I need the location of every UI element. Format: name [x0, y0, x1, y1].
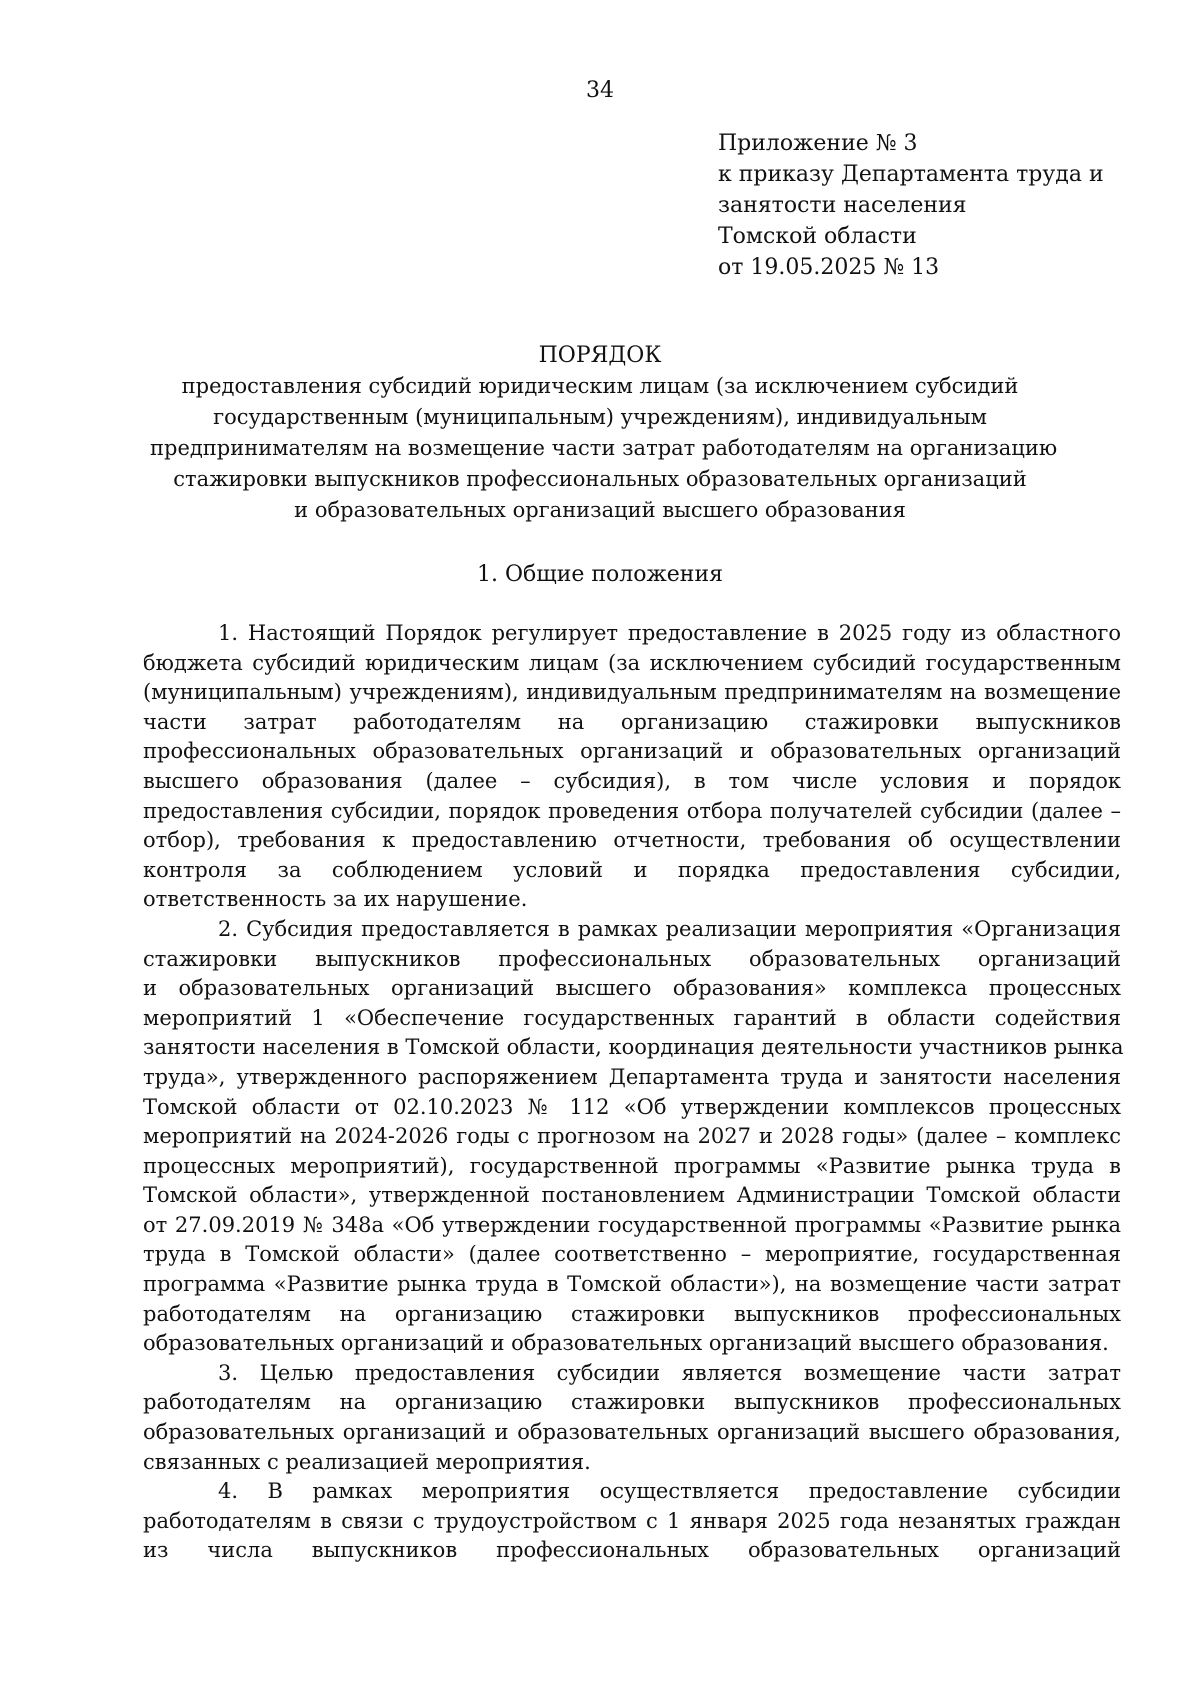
paragraph-line: процессных мероприятий), государственной программы «Развитие рынка труда в [143, 1153, 1121, 1178]
subtitle-line: предоставления субсидий юридическим лицам (за исключением субсидий [181, 374, 1019, 398]
paragraph-line: (муниципальным) учреждениям), индивидуальным предпринимателям на возмещение [143, 680, 1121, 705]
document-title: ПОРЯДОК [538, 343, 662, 368]
body-text [143, 619, 1124, 1566]
paragraph-line: работодателям в связи с трудоустройством с 1 января 2025 года незанятых граждан [143, 1508, 1121, 1533]
section-heading: 1. Общие положения [477, 562, 723, 587]
paragraph-1 [143, 619, 1121, 915]
paragraph-line: 3. Целью предоставления субсидии является возмещение части затрат [218, 1360, 1121, 1385]
paragraph-line: работодателям на организацию стажировки выпускников профессиональных [143, 1390, 1121, 1415]
paragraph-line: труда в Томской области» (далее соответственно – мероприятие, государственная [143, 1242, 1121, 1267]
paragraph-line: мероприятий 1 «Обеспечение государственных гарантий в области содействия [143, 1005, 1121, 1030]
appendix-line: Томской области [718, 224, 917, 249]
paragraph-line: профессиональных образовательных организаций и образовательных организаций [143, 739, 1121, 764]
paragraph-2 [143, 915, 1124, 1359]
paragraph-line: мероприятий на 2024-2026 годы с прогнозом на 2027 и 2028 годы» (далее – комплекс [143, 1124, 1121, 1149]
appendix-line: Приложение № 3 [718, 131, 918, 156]
paragraph-line: Томской области», утвержденной постановлением Администрации Томской области [143, 1183, 1121, 1208]
paragraph-line: и образовательных организаций высшего образования» комплекса процессных [143, 976, 1121, 1001]
appendix-line: занятости населения [718, 193, 967, 218]
appendix-block [718, 128, 1158, 283]
paragraph-line: образовательных организаций и образовательных организаций высшего образования. [143, 1331, 1109, 1356]
appendix-line: к приказу Департамента труда и [718, 162, 1104, 187]
subtitle-line: государственным (муниципальным) учреждениям), индивидуальным [213, 405, 987, 429]
paragraph-line: ответственность за их нарушение. [143, 887, 528, 912]
paragraph-line: связанных с реализацией мероприятия. [143, 1449, 591, 1474]
subtitle-line: предпринимателям на возмещение части затрат работодателям на организацию [150, 436, 1058, 460]
paragraph-line: 2. Субсидия предоставляется в рамках реализации мероприятия «Организация [218, 916, 1121, 941]
paragraph-line: образовательных организаций и образовательных организаций высшего образования, [143, 1420, 1121, 1445]
paragraph-line: отбор), требования к предоставлению отчетности, требования об осуществлении [143, 828, 1121, 853]
paragraph-line: контроля за соблюдением условий и порядка предоставления субсидии, [143, 857, 1121, 882]
paragraph-line: стажировки выпускников профессиональных образовательных организаций [143, 946, 1121, 971]
subtitle-line: и образовательных организаций высшего образования [294, 498, 906, 522]
paragraph-line: труда», утвержденного распоряжением Департамента труда и занятости населения [143, 1064, 1121, 1089]
paragraph-line: бюджета субсидий юридическим лицам (за исключением субсидий государственным [143, 650, 1121, 675]
paragraph-4 [143, 1477, 1121, 1566]
paragraph-line: Томской области от 02.10.2023 № 112 «Об утверждении комплексов процессных [143, 1094, 1121, 1119]
paragraph-3 [143, 1359, 1121, 1477]
paragraph-line: 1. Настоящий Порядок регулирует предоставление в 2025 году из областного [218, 621, 1121, 645]
appendix-line: от 19.05.2025 № 13 [718, 255, 940, 280]
paragraph-line: предоставления субсидии, порядок проведения отбора получателей субсидии (далее – [143, 798, 1121, 823]
paragraph-line: из числа выпускников профессиональных образовательных организаций [143, 1538, 1121, 1563]
paragraph-line: от 27.09.2019 № 348а «Об утверждении государственной программы «Развитие рынка [143, 1212, 1121, 1237]
paragraph-line: высшего образования (далее – субсидия), в том числе условия и порядок [143, 768, 1121, 793]
paragraph-line: занятости населения в Томской области, координация деятельности участников рынка [143, 1035, 1124, 1060]
paragraph-line: 4. В рамках мероприятия осуществляется предоставление субсидии [218, 1479, 1121, 1504]
paragraph-line: части затрат работодателям на организацию стажировки выпускников [143, 709, 1121, 734]
document-subtitle [150, 371, 1058, 526]
paragraph-line: программа «Развитие рынка труда в Томской области»), на возмещение части затрат [143, 1272, 1121, 1297]
subtitle-line: стажировки выпускников профессиональных образовательных организаций [173, 467, 1027, 491]
paragraph-line: работодателям на организацию стажировки выпускников профессиональных [143, 1301, 1121, 1326]
page-number: 34 [586, 78, 614, 103]
